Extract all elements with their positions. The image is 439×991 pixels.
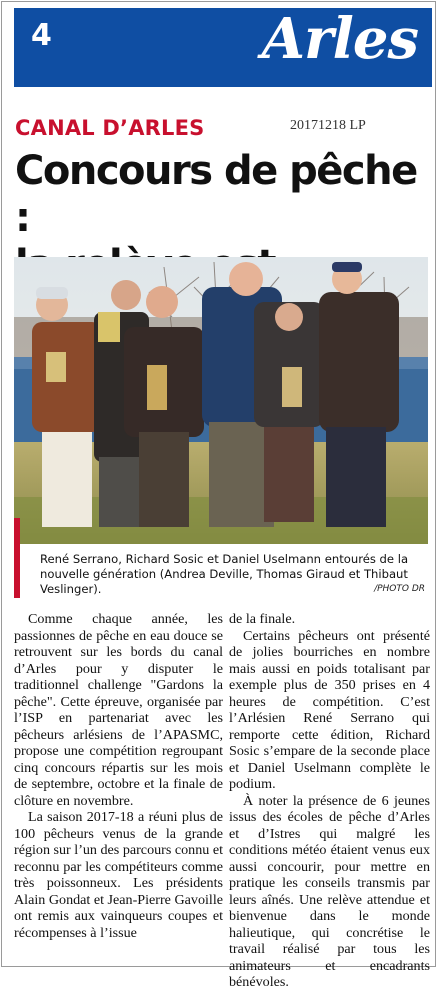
- article-photo: [14, 257, 428, 544]
- paragraph: À noter la présence de 6 jeunes issus des écoles de pêche d’Arles et d’Istres qui malgré les conditions météo étaient venus eux aussi concourir, pour mettre en pratique les conseils transmis par leurs aînés. Une relève attendue et bienvenue dans le monde halieutique, qui concrétise le travail réalisé par tous les animateurs et encadrants bénévoles.: [229, 792, 430, 990]
- caption-accent-bar: [14, 518, 20, 598]
- article-column-1: [14, 611, 223, 941]
- paragraph: Certains pêcheurs ont présenté de jolies bourriches en nombre mais aussi en poids totalisant par exemple plus de 350 prises en 4 heures de compétition. C’est l’Arlésien René Serrano qui remporte cette édition, Richard Sosic s’empare de la seconde place et Daniel Uselmann complète le podium.: [229, 627, 430, 792]
- paragraph: Comme chaque année, les passionnes de pêche en eau douce se retrouvent sur les bords du canal d’Arles pour y disputer le traditionnel challenge "Gardons la pêche". Cette épreuve, organisée par l’ISP en partenariat avec les pêcheurs arlésiens de l’APASMC, propose une compétition regroupant cinq concours répartis sur les mois de septembre, octobre et la finale de clôture en novembre.: [14, 611, 223, 809]
- section-title: Arles: [261, 6, 418, 72]
- reference-code: 20171218 LP: [290, 118, 366, 133]
- paragraph: de la finale.: [229, 611, 296, 627]
- headline-line-1: Concours de pêche :: [15, 148, 417, 241]
- page-number: 4: [31, 18, 52, 53]
- article-column-2: [229, 611, 430, 991]
- photo-credit: /PHOTO DR: [374, 584, 425, 594]
- photo-caption: René Serrano, Richard Sosic et Daniel Uselmann entourés de la nouvelle génération (Andrea Deville, Thomas Giraud et Thibaut Veslinger).: [40, 552, 409, 596]
- rubric: CANAL D’ARLES: [15, 116, 205, 140]
- section-header: [14, 8, 432, 87]
- paragraph: La saison 2017-18 a réuni plus de 100 pêcheurs venus de la grande région sur l’un des parcours connu et reconnu par les compétiteurs comme très poissonneux. Les présidents Alain Gondat et Jean-Pierre Gavoille ont remis aux vainqueurs coupes et récompenses à l’issue: [14, 809, 223, 941]
